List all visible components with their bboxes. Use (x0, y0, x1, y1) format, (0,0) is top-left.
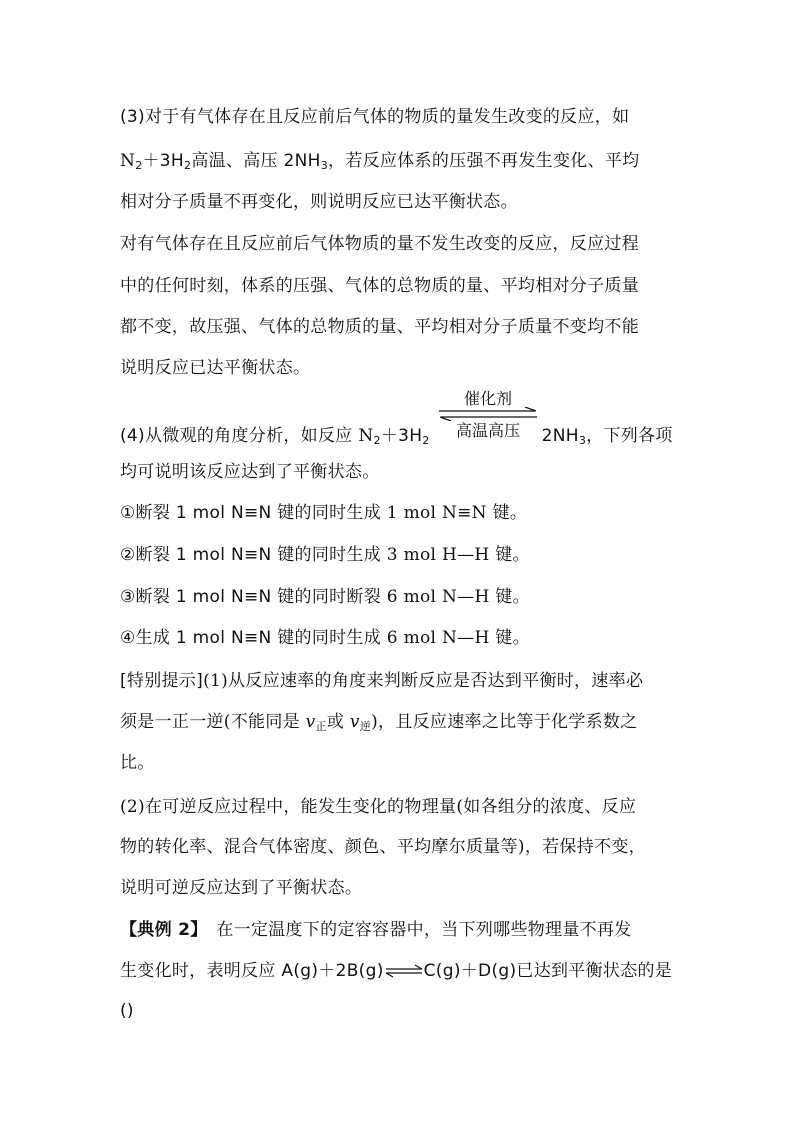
tip-line6: 说明可逆反应达到了平衡状态。 (120, 878, 363, 898)
example-answer-blank: () (120, 1001, 134, 1021)
para3-line1: (3)对于有气体存在且反应前后气体的物质的量发生改变的反应，如 (120, 107, 630, 127)
para-constant-line2: 中的任何时刻，体系的压强、气体的总物质的量、平均相对分子质量 (120, 276, 639, 296)
tip-line3: 比。 (120, 753, 155, 773)
list-item: ②断裂 1 mol N≡N 键的同时生成 3 mol H—H 键。 (120, 545, 530, 565)
para3-line3: 相对分子质量不再变化，则说明反应已达平衡状态。 (120, 192, 518, 212)
reversible-arrow-icon (437, 407, 539, 421)
tip-line2: 须是一正一逆(不能同是 $v_正$或 $v_逆$)，且反应速率之比等于化学系数之 (120, 712, 638, 733)
list-item: ①断裂 1 mol N≡N 键的同时生成 1 mol N≡N 键。 (120, 503, 528, 523)
tip-line4: (2)在可逆反应过程中，能发生变化的物理量(如各组分的浓度、反应 (120, 797, 637, 817)
example-label: 【典例 2】 (120, 920, 200, 940)
para4-line2: 均可说明该反应达到了平衡状态。 (120, 462, 380, 482)
para-constant-line3: 都不变，故压强、气体的总物质的量、平均相对分子质量不变均不能 (120, 317, 639, 337)
arrow-condition-bottom: 高温高压 (455, 421, 520, 440)
para-constant-line4: 说明反应已达平衡状态。 (120, 358, 311, 378)
para4-line1: (4)从微观的角度分析，如反应 $N_2+3H_2$ $2NH_3$，下列各项 (120, 426, 673, 447)
list-item: ④生成 1 mol N≡N 键的同时生成 6 mol N—H 键。 (120, 628, 530, 648)
example-line1: 【典例 2】 在一定温度下的定容容器中，当下列哪些物理量不再发 (120, 920, 632, 940)
para3-line2: $N_2+3H_2$高温、高压 $2NH_3$，若反应体系的压强不再发生变化、平均 (120, 151, 640, 172)
arrow-condition-top: 催化剂 (463, 389, 512, 408)
tip-label: [特别提示] (120, 671, 204, 691)
para-constant-line1: 对有气体存在且反应前后气体物质的量不发生改变的反应，反应过程 (120, 234, 639, 254)
tip-line1: [特别提示](1)从反应速率的角度来判断反应是否达到平衡时，速率必 (120, 671, 644, 691)
example-line2: 生变化时，表明反应 A(g)＋2B(g) C(g)＋D(g)已达到平衡状态的是 (120, 961, 673, 981)
equilibrium-arrow-icon (384, 964, 424, 978)
list-item: ③断裂 1 mol N≡N 键的同时断裂 6 mol N—H 键。 (120, 587, 530, 607)
tip-line5: 物的转化率、混合气体密度、颜色、平均摩尔质量等)，若保持不变， (120, 837, 646, 857)
